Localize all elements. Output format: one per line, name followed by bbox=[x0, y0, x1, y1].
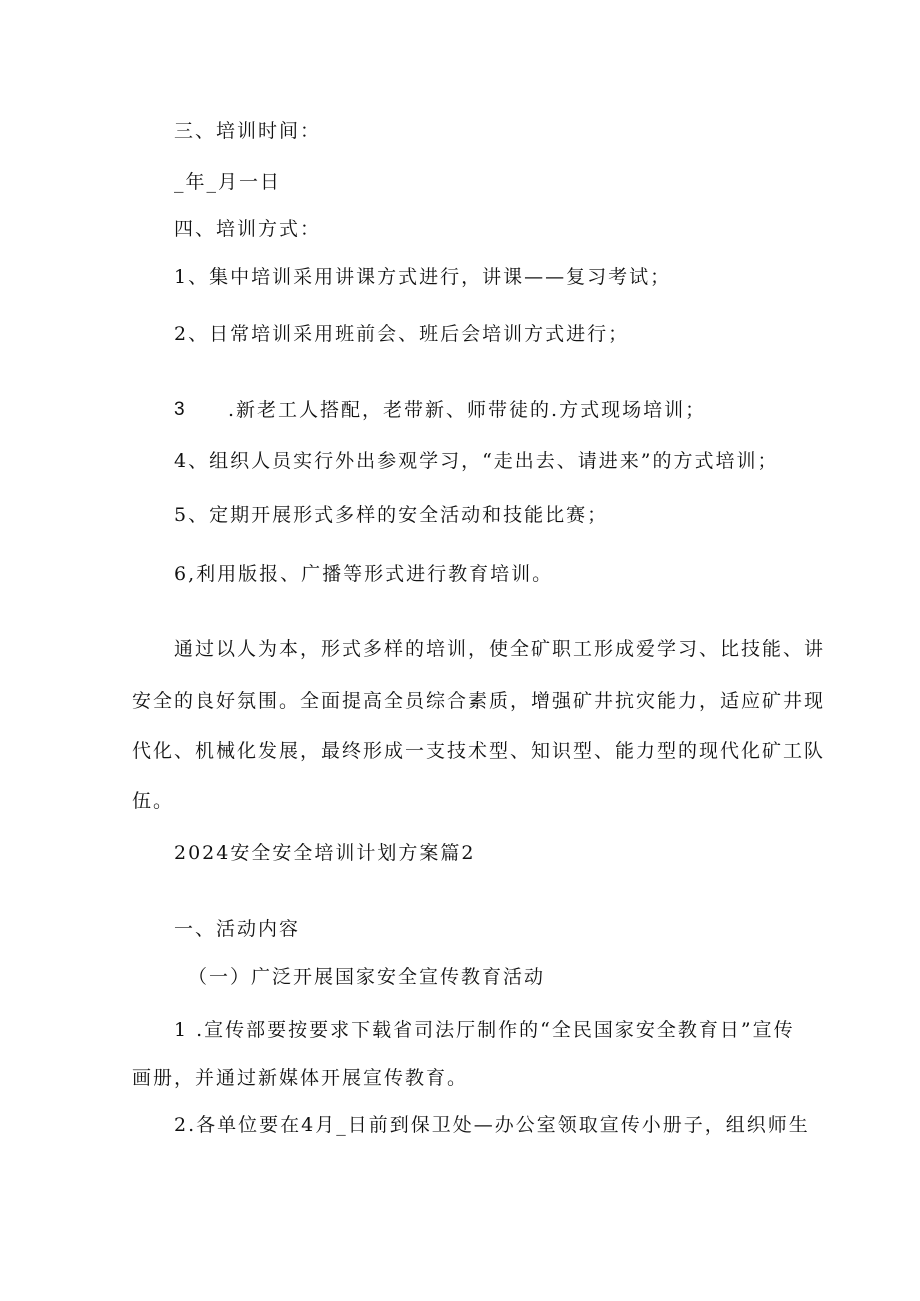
summary-paragraph-line-3: 代化、机械化发展，最终形成一支技术型、知识型、能力型的现代化矿工队 bbox=[132, 740, 826, 762]
method-item-2: 2、日常培训采用班前会、班后会培训方式进行； bbox=[174, 323, 630, 345]
method-item-6: 6,利用版报、广播等形式进行教育培训。 bbox=[174, 563, 554, 585]
section-heading-activity-content: 一、活动内容 bbox=[174, 918, 301, 940]
method-item-4: 4、组织人员实行外出参观学习，“走出去、请进来”的方式培训； bbox=[174, 450, 779, 472]
method-item-3-text: .新老工人搭配，老带新、师带徒的.方式现场培训； bbox=[228, 399, 707, 421]
section-heading-training-method: 四、培训方式： bbox=[174, 218, 322, 240]
activity-item-1-line-2: 画册，并通过新媒体开展宣传教育。 bbox=[132, 1067, 469, 1089]
method-item-3-number: 3 bbox=[174, 399, 185, 420]
summary-paragraph-line-4: 伍。 bbox=[132, 790, 175, 812]
plan-title: 2024安全安全培训计划方案篇2 bbox=[174, 842, 476, 864]
activity-item-2-line-1: 2.各单位要在4月_日前到保卫处—办公室领取宣传小册子，组织师生 bbox=[174, 1114, 810, 1136]
method-item-1: 1、集中培训采用讲课方式进行，讲课——复习考试； bbox=[174, 266, 672, 288]
section-heading-training-time: 三、培训时间： bbox=[174, 120, 322, 142]
summary-paragraph-line-2: 安全的良好氛围。全面提高全员综合素质，增强矿井抗灾能力，适应矿井现 bbox=[132, 690, 826, 712]
activity-item-1-line-1: 1 .宣传部要按要求下载省司法厅制作的“全民国家安全教育日”宣传 bbox=[174, 1019, 795, 1041]
subsection-heading-1: （一）广泛开展国家安全宣传教育活动 bbox=[188, 966, 546, 988]
method-item-5: 5、定期开展形式多样的安全活动和技能比赛； bbox=[174, 504, 609, 526]
summary-paragraph-line-1: 通过以人为本，形式多样的培训，使全矿职工形成爱学习、比技能、讲 bbox=[174, 638, 826, 660]
training-date-line: _年_月一日 bbox=[174, 171, 282, 193]
